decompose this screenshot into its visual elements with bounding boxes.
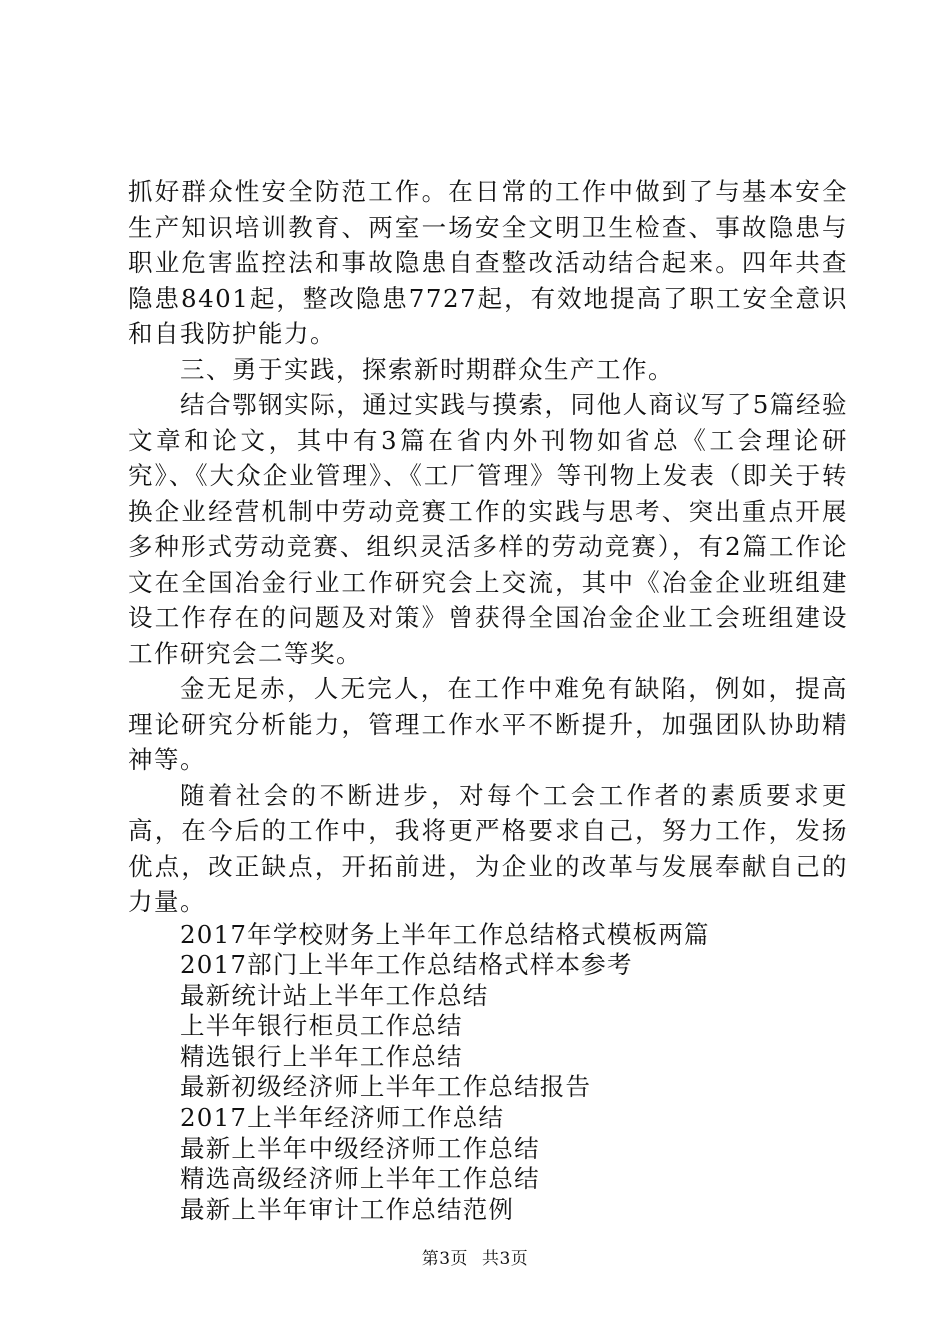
paragraph-outlook: 随着社会的不断进步，对每个工会工作者的素质要求更高，在今后的工作中，我将更严格要求自己，努力工作，发扬优点，改正缺点，开拓前进，为企业的改革与发展奉献自己的力量。: [128, 780, 848, 916]
page-number-current: 第3页: [421, 1249, 469, 1269]
paragraph-papers: 结合鄂钢实际，通过实践与摸索，同他人商议写了5篇经验文章和论文，其中有3篇在省内外刊物如省总《工会理论研究》、《大众企业管理》、《工厂管理》等刊物上发表（即关于转换企业经营机制中劳动竞赛工作的实践与思考、突出重点开展多种形式劳动竞赛、组织灵活多样的劳动竞赛），有2篇工作论文在全国冶金行业工作研究会上交流，其中《冶金企业班组建设工作存在的问题及对策》曾获得全国冶金企业工会班组建设工作研究会二等奖。: [128, 390, 848, 668]
related-article-link[interactable]: 最新初级经济师上半年工作总结报告: [180, 1072, 592, 1102]
related-articles-list: [128, 920, 848, 1226]
paragraph-safety-work: 抓好群众性安全防范工作。在日常的工作中做到了与基本安全生产知识培训教育、两室一场安全文明卫生检查、事故隐患与职业危害监控法和事故隐患自查整改活动结合起来。四年共查隐患8401起，整改隐患7727起，有效地提高了职工安全意识和自我防护能力。: [128, 177, 848, 348]
related-article-link[interactable]: 2017上半年经济师工作总结: [180, 1103, 505, 1133]
related-article-link[interactable]: 2017部门上半年工作总结格式样本参考: [180, 950, 633, 980]
page-number-total: 共3页: [481, 1249, 529, 1269]
paragraph-shortcomings: 金无足赤，人无完人，在工作中难免有缺陷，例如，提高理论研究分析能力，管理工作水平不断提升，加强团队协助精神等。: [128, 674, 848, 774]
document-body: [128, 174, 848, 1225]
related-article-link[interactable]: 最新上半年中级经济师工作总结: [180, 1133, 540, 1163]
section-heading-practice: 三、勇于实践，探索新时期群众生产工作。: [180, 354, 674, 384]
related-article-link[interactable]: 最新上半年审计工作总结范例: [180, 1194, 515, 1224]
page-footer: [0, 1244, 950, 1269]
related-article-link[interactable]: 精选银行上半年工作总结: [180, 1041, 463, 1071]
related-article-link[interactable]: 上半年银行柜员工作总结: [180, 1011, 463, 1041]
related-article-link[interactable]: 2017年学校财务上半年工作总结格式模板两篇: [180, 919, 710, 949]
related-article-link[interactable]: 精选高级经济师上半年工作总结: [180, 1164, 540, 1194]
related-article-link[interactable]: 最新统计站上半年工作总结: [180, 980, 489, 1010]
